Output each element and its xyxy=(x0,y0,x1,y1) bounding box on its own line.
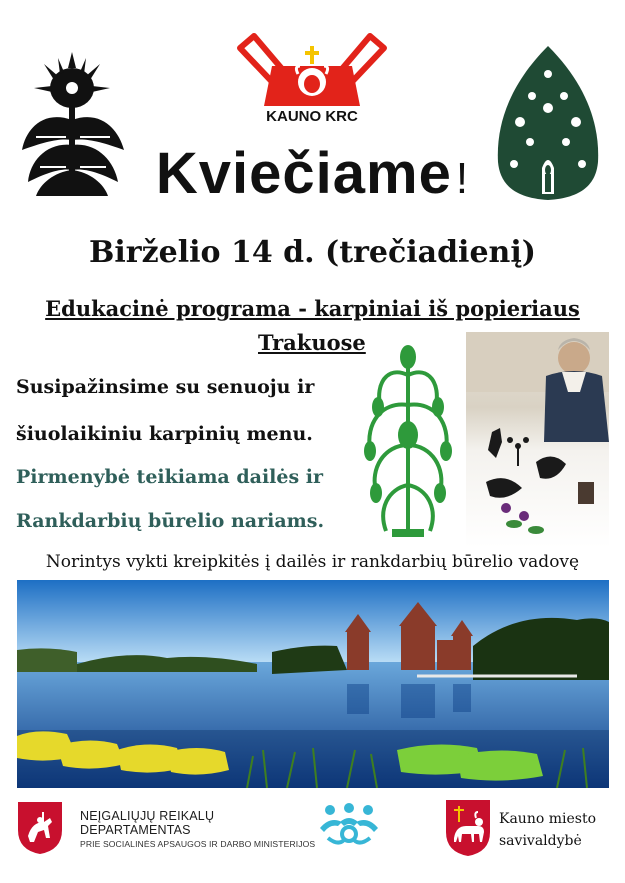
description-line-4: Rankdarbių būrelio nariams. xyxy=(16,510,325,532)
kauno-krc-logo xyxy=(232,26,392,130)
department-line-1: NEĮGALIŲJŲ REIKALŲ DEPARTAMENTAS xyxy=(80,809,215,837)
kaunas-coat-of-arms-icon xyxy=(444,798,492,858)
page-title xyxy=(0,140,625,207)
program-place: Trakuose xyxy=(258,330,366,355)
title-text: Kviečiame xyxy=(155,141,452,206)
program-title: Edukacinė programa - karpiniai iš popieriaus xyxy=(45,296,580,321)
contact-line-1: Norintys vykti kreipkitės į dailės ir rankdarbių būrelio vadovę xyxy=(45,552,580,572)
lithuania-coat-of-arms-icon xyxy=(16,800,64,856)
workshop-photo xyxy=(466,332,609,548)
department-line-2: PRIE SOCIALINĖS APSAUGOS IR DARBO MINISTERIJOS xyxy=(80,839,316,849)
description-line-3: Pirmenybė teikiama dailės ir xyxy=(16,466,324,488)
event-date: Birželio 14 d. (trečiadienį) xyxy=(89,235,536,270)
description-line-2: šiuolaikiniu karpinių menu. xyxy=(16,423,313,445)
trakai-lake-photo xyxy=(17,580,609,788)
people-circle-logo xyxy=(318,802,380,848)
green-papercut-image xyxy=(356,345,460,541)
logo-text: KAUNO KRC xyxy=(266,108,358,125)
city-line-2: savivaldybė xyxy=(499,833,582,849)
city-line-1: Kauno miesto xyxy=(499,811,596,827)
description-line-1: Susipažinsime su senuoju ir xyxy=(16,376,315,398)
city-name xyxy=(499,808,619,852)
department-name xyxy=(80,809,320,849)
title-exclamation: ! xyxy=(455,154,470,203)
